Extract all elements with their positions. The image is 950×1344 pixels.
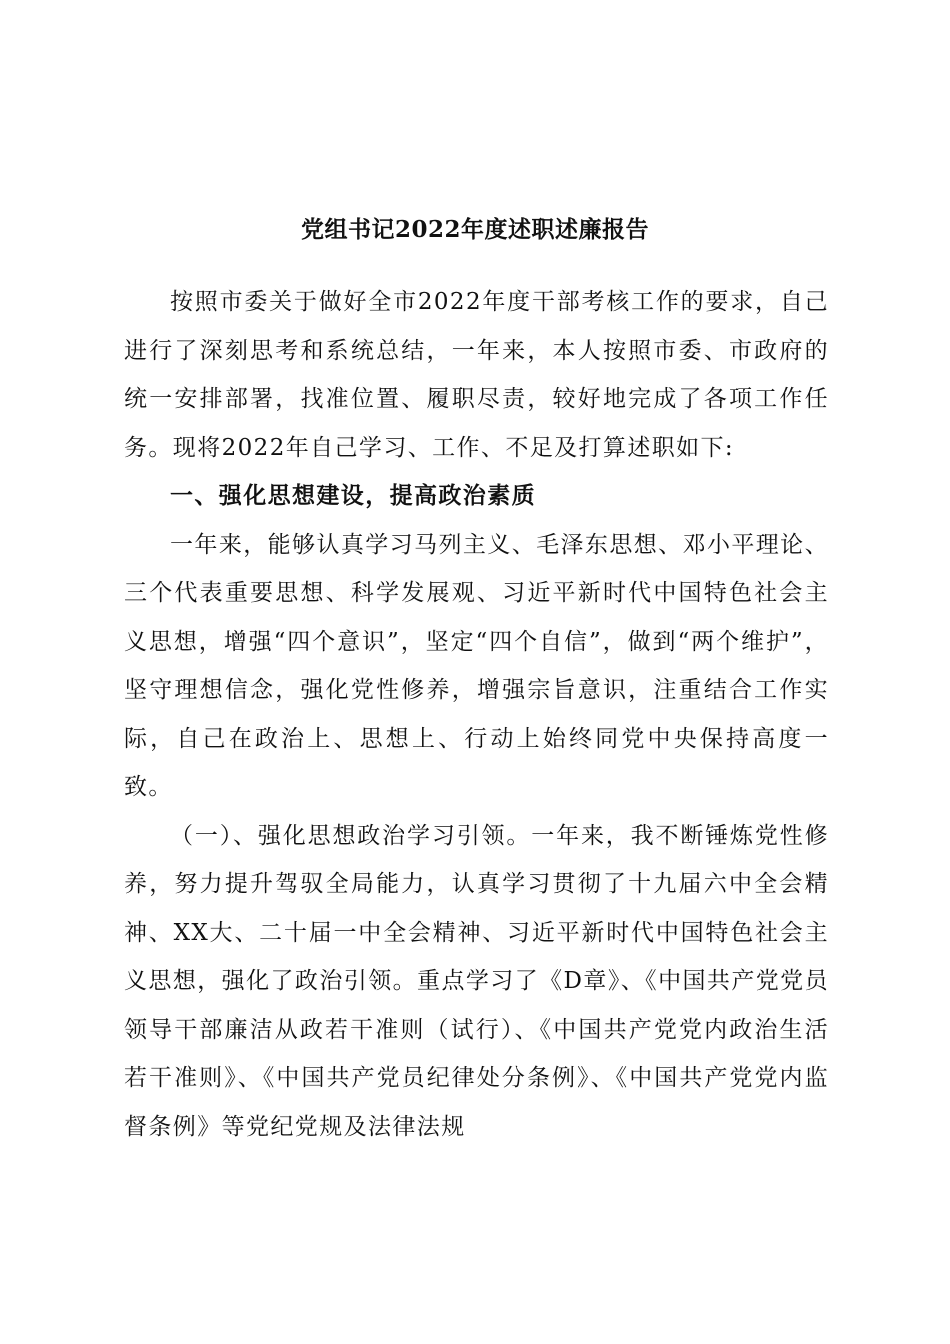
paragraph-subsection-1: （一）、强化思想政治学习引领。一年来，我不断锤炼党性修养，努力提升驾驭全局能力，认真学习贯彻了十九届六中全会精神、XX大、二十届一中全会精神、习近平新时代中国特色社会主义思想，强化了政治引领。重点学习了《D章》、《中国共产党党员领导干部廉洁从政若干准则（试行）、《中国共产党党内政治生活若干准则》、《中国共产党员纪律处分条例》、《中国共产党党内监督条例》等党纪党规及法律法规 xyxy=(124,822,829,1140)
paragraph-section-1: 一年来，能够认真学习马列主义、毛泽东思想、邓小平理论、三个代表重要思想、科学发展观、习近平新时代中国特色社会主义思想，增强“四个意识”，坚定“四个自信”，做到“两个维护”，坚守理想信念，强化党性修养，增强宗旨意识，注重结合工作实际，自己在政治上、思想上、行动上始终同党中央保持高度一致。 xyxy=(124,531,829,800)
paragraph-intro: 按照市委关于做好全市2022年度干部考核工作的要求，自己进行了深刻思考和系统总结，一年来，本人按照市委、市政府的统一安排部署，找准位置、履职尽责，较好地完成了各项工作任务。现将2022年自己学习、工作、不足及打算述职如下: xyxy=(124,289,829,461)
document-body xyxy=(124,278,829,1151)
section-heading-1: 一、强化思想建设，提高政治素质 xyxy=(170,483,536,509)
document-title: 党组书记2022年度述职述廉报告 xyxy=(300,216,649,243)
